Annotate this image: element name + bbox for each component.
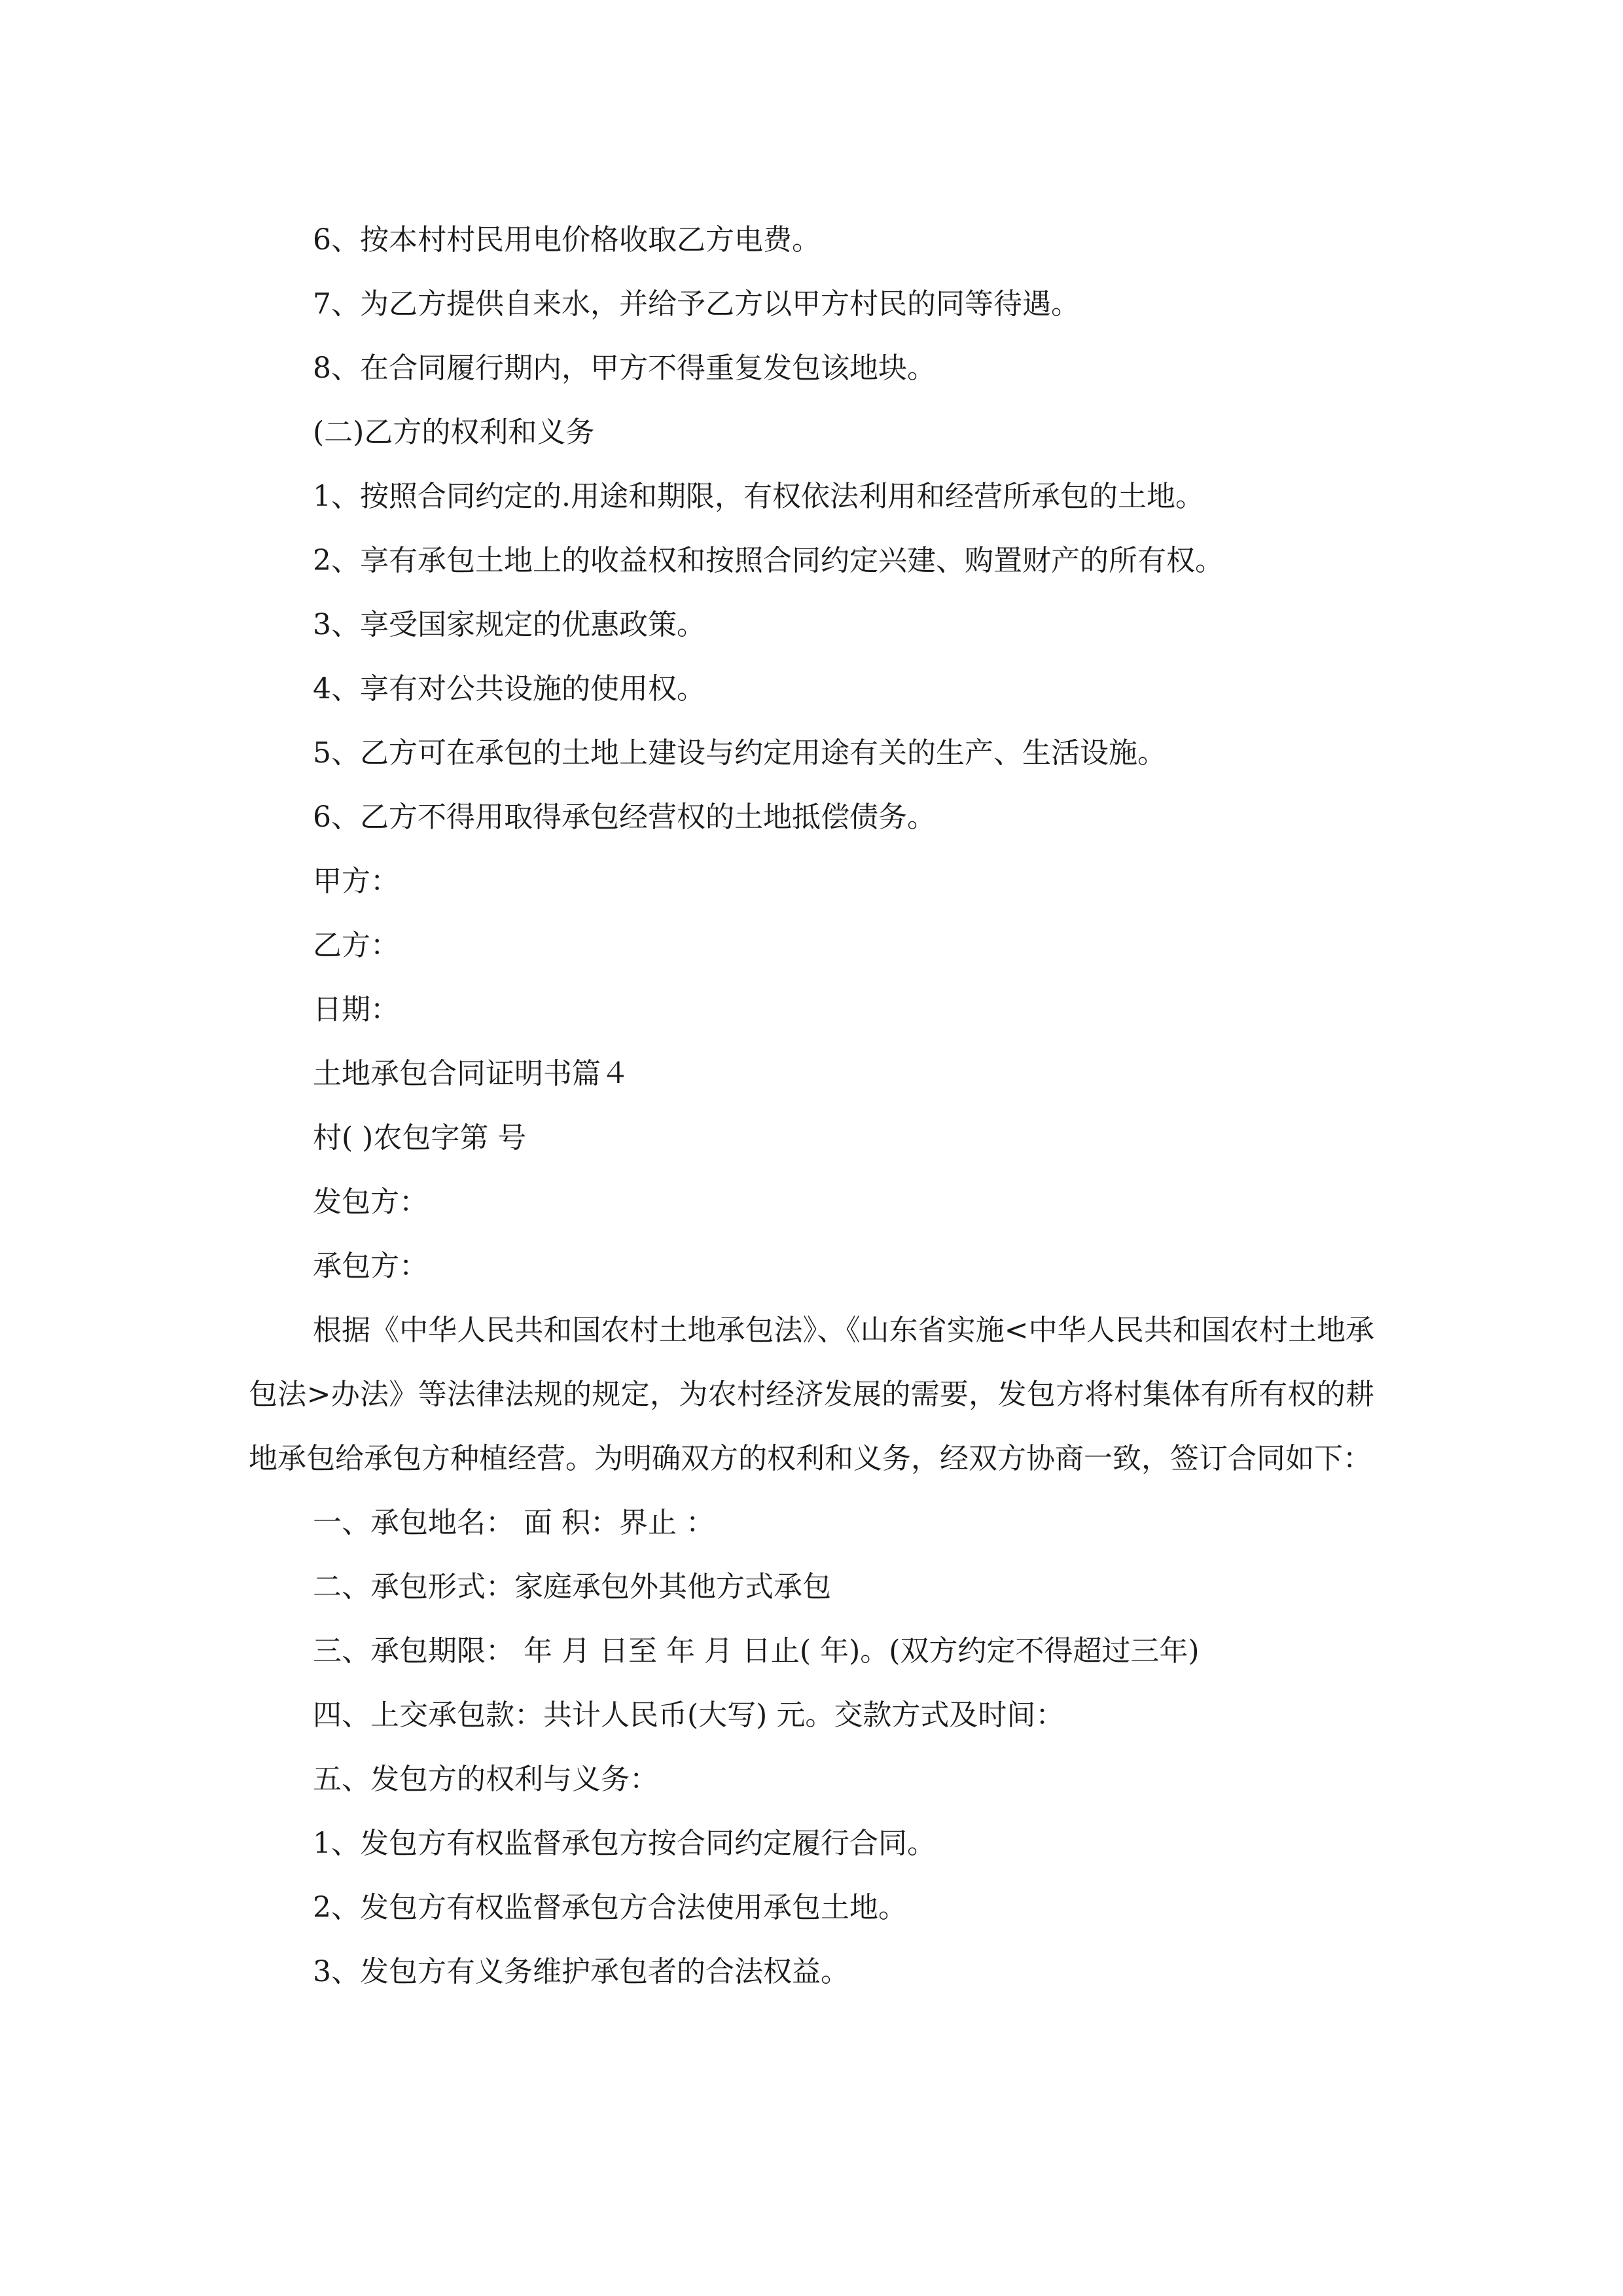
section-heading: 五、发包方的权利与义务：: [313, 1763, 658, 1796]
clause-line: 四、上交承包款：共计人民币(大写) 元。交款方式及时间：: [313, 1698, 1065, 1732]
clause-line: 一、承包地名： 面 积：界止 ：: [313, 1506, 715, 1539]
document-title: 土地承包合同证明书篇４: [313, 1057, 630, 1090]
clause-line: 二、承包形式：家庭承包外其他方式承包: [313, 1570, 831, 1604]
clause-line: 1、按照合同约定的.用途和期限，有权依法利用和经营所承包的土地。: [313, 480, 1204, 513]
clause-line: 3、发包方有义务维护承包者的合法权益。: [313, 1955, 849, 1988]
section-heading: (二)乙方的权利和义务: [313, 416, 595, 449]
clause-line: 6、乙方不得用取得承包经营权的土地抵偿债务。: [313, 800, 936, 834]
contractor-label: 发包方：: [313, 1185, 428, 1219]
clause-line: 5、乙方可在承包的土地上建设与约定用途有关的生产、生活设施。: [313, 736, 1166, 770]
preamble-paragraph: 根据《中华人民共和国农村土地承包法》、《山东省实施<中华人民共和国农村土地承包法>办法》等法律法规的规定，为农村经济发展的需要，发包方将村集体有所有权的耕地承包给承包方种植经营。为明确双方的权利和义务，经双方协商一致，签订合同如下：: [249, 1314, 1374, 1475]
clause-line: 2、发包方有权监督承包方合法使用承包土地。: [313, 1891, 907, 1924]
clause-line: 8、在合同履行期内，甲方不得重复发包该地块。: [313, 351, 936, 385]
party-b-signature-label: 乙方：: [313, 929, 399, 962]
party-a-signature-label: 甲方：: [313, 865, 399, 898]
clause-line: 4、享有对公共设施的使用权。: [313, 672, 705, 706]
clause-line: 三、承包期限： 年 月 日至 年 月 日止( 年)。(双方约定不得超过三年): [313, 1634, 1200, 1668]
clause-line: 2、享有承包土地上的收益权和按照合同约定兴建、购置财产的所有权。: [313, 544, 1224, 577]
clause-line: 7、为乙方提供自来水，并给予乙方以甲方村民的同等待遇。: [313, 287, 1080, 321]
date-label: 日期：: [313, 993, 399, 1026]
clause-line: 1、发包方有权监督承包方按合同约定履行合同。: [313, 1827, 936, 1860]
clause-line: 3、享受国家规定的优惠政策。: [313, 608, 705, 641]
document-body: [249, 208, 1374, 2004]
contractee-label: 承包方：: [313, 1249, 428, 1283]
contract-number: 村( )农包字第 号: [313, 1121, 527, 1155]
clause-line: 6、按本村村民用电价格收取乙方电费。: [313, 223, 821, 257]
